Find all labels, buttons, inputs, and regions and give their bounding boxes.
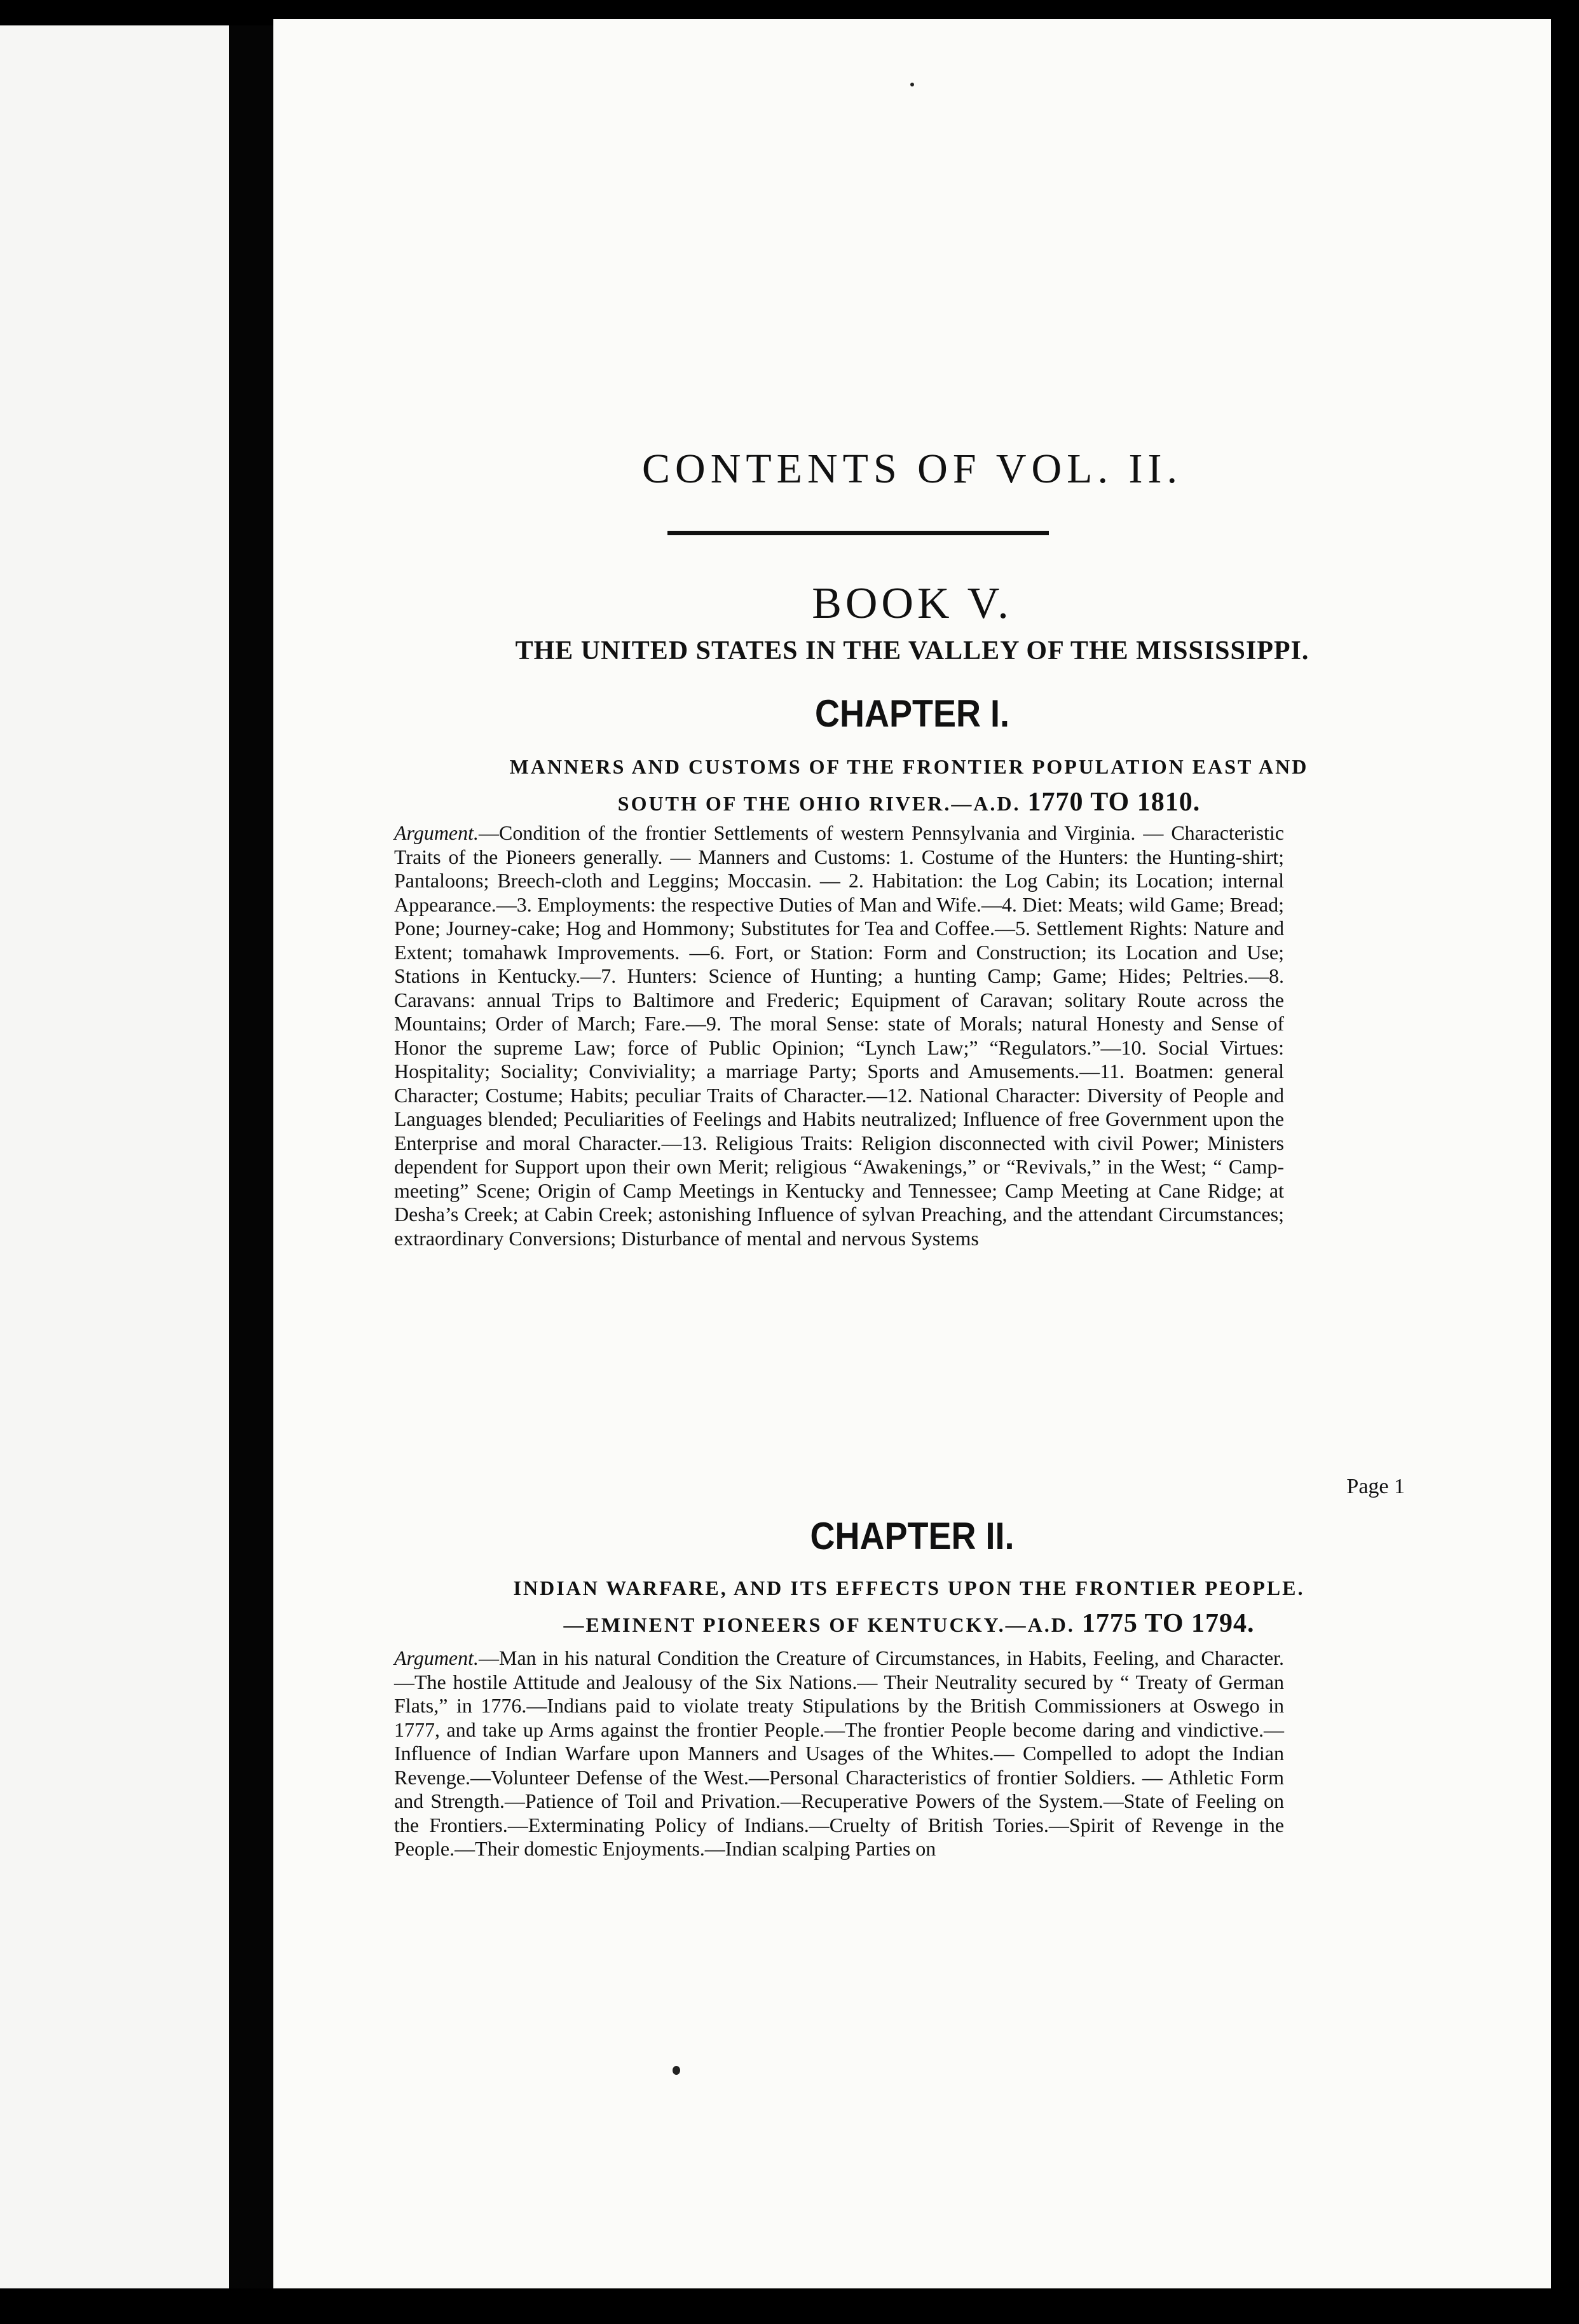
chapter-2-argument — [394, 1646, 1284, 1861]
chapter-1-dates: 1770 TO 1810. — [1027, 788, 1201, 817]
chapter-2-dates: 1775 TO 1794. — [1081, 1609, 1255, 1638]
chapter-1-page-ref: Page 1 — [1346, 1475, 1405, 1498]
title-rule — [667, 531, 1049, 535]
document-page — [273, 19, 1551, 2288]
page-gutter — [229, 25, 273, 2288]
left-facing-page — [0, 25, 229, 2288]
print-speck — [910, 83, 914, 86]
chapter-1-heading-line1: MANNERS AND CUSTOMS OF THE FRONTIER POPULATION EAST AND — [509, 755, 1309, 778]
chapter-2-argument-label: Argument. — [394, 1646, 479, 1669]
chapter-1-title: CHAPTER I. — [814, 692, 1010, 735]
book-subtitle: THE UNITED STATES IN THE VALLEY OF THE MISSISSIPPI. — [515, 636, 1309, 666]
chapter-2-title: CHAPTER II. — [810, 1515, 1015, 1557]
chapter-1-argument — [394, 821, 1284, 1250]
chapter-1-heading-line2 — [400, 784, 1418, 821]
chapter-2-argument-text: —Man in his natural Condition the Creature of Circumstances, in Habits, Feeling, and Character.—The hostile Attitude and Jealousy of the Six Nations.— Their Neutrality secured by “ Treaty of German Flats,” in 1776.—Indians paid to violate treaty Stipulations by the British Commissioners at Oswego in 1777, and take up Arms against the frontier People.—The frontier People become daring and vindictive.—Influence of Indian Warfare upon Manners and Usages of the Whites.— Compelled to adopt the Indian Revenge.—Volunteer Defense of the West.—Personal Characteristics of frontier Soldiers. — Athletic Form and Strength.—Patience of Toil and Privation.—Recuperative Powers of the System.—State of Feeling on the Frontiers.—Exterminating Policy of Indians.—Cruelty of British Tories.—Spirit of Revenge in the People.—Their domestic Enjoyments.—Indian scalping Parties on — [394, 1646, 1284, 1860]
chapter-1-argument-text: —Condition of the frontier Settlements of western Pennsylvania and Virginia. — Characteristic Traits of the Pioneers generally. — Manners and Customs: 1. Costume of the Hunters: the Hunting-shirt; Pantaloons; Breech-cloth and Leggins; Moccasin. — 2. Habitation: the Log Cabin; its Location; internal Appearance.—3. Employments: the respective Duties of Man and Wife.—4. Diet: Meats; wild Game; Bread; Pone; Journey-cake; Hog and Hommony; Substitutes for Tea and Coffee.—5. Settlement Rights: Nature and Extent; tomahawk Improvements. —6. Fort, or Station: Form and Construction; its Location and Use; Stations in Kentucky.—7. Hunters: Science of Hunting; a hunting Camp; Game; Hides; Peltries.—8. Caravans: annual Trips to Baltimore and Frederic; Equipment of Caravan; solitary Route across the Mountains; Order of March; Fare.—9. The moral Sense: state of Morals; natural Honesty and Sense of Honor the supreme Law; force of Public Opinion; “Lynch Law;” “Regulators.”—10. Social Virtues: Hospitality; Sociality; Conviviality; a marriage Party; Sports and Amusements.—11. Boatmen: general Character; Costume; Habits; peculiar Traits of Character.—12. National Character: Diversity of People and Languages blended; Peculiarities of Feelings and Habits neutralized; Influence of free Government upon the Enterprise and moral Character.—13. Religious Traits: Religion disconnected with civil Power; Ministers dependent for Support upon their own Merit; religious “Awakenings,” or “Revivals,” in the West; “ Camp-meeting” Scene; Origin of Camp Meetings in Kentucky and Tennessee; Camp Meeting at Cane Ridge; at Desha’s Creek; at Cabin Creek; astonishing Influence of sylvan Preaching, and the attendant Circumstances; extraordinary Conversions; Disturbance of mental and nervous Systems — [394, 821, 1284, 1250]
print-speck — [673, 2066, 680, 2075]
book-title: BOOK V. — [812, 579, 1013, 628]
chapter-2-heading-line1: INDIAN WARFARE, AND ITS EFFECTS UPON THE FRONTIER PEOPLE. — [513, 1576, 1305, 1599]
volume-title: CONTENTS OF VOL. II. — [642, 446, 1182, 492]
chapter-1-argument-label: Argument. — [394, 821, 479, 844]
chapter-1-heading-text: SOUTH OF THE OHIO RIVER.—A.D. — [617, 792, 1021, 815]
chapter-1-heading — [400, 749, 1418, 821]
chapter-2-heading-text: —EMINENT PIONEERS OF KENTUCKY.—A.D. — [563, 1613, 1075, 1636]
chapter-2-heading — [400, 1570, 1418, 1643]
chapter-2-heading-line2 — [400, 1606, 1418, 1643]
